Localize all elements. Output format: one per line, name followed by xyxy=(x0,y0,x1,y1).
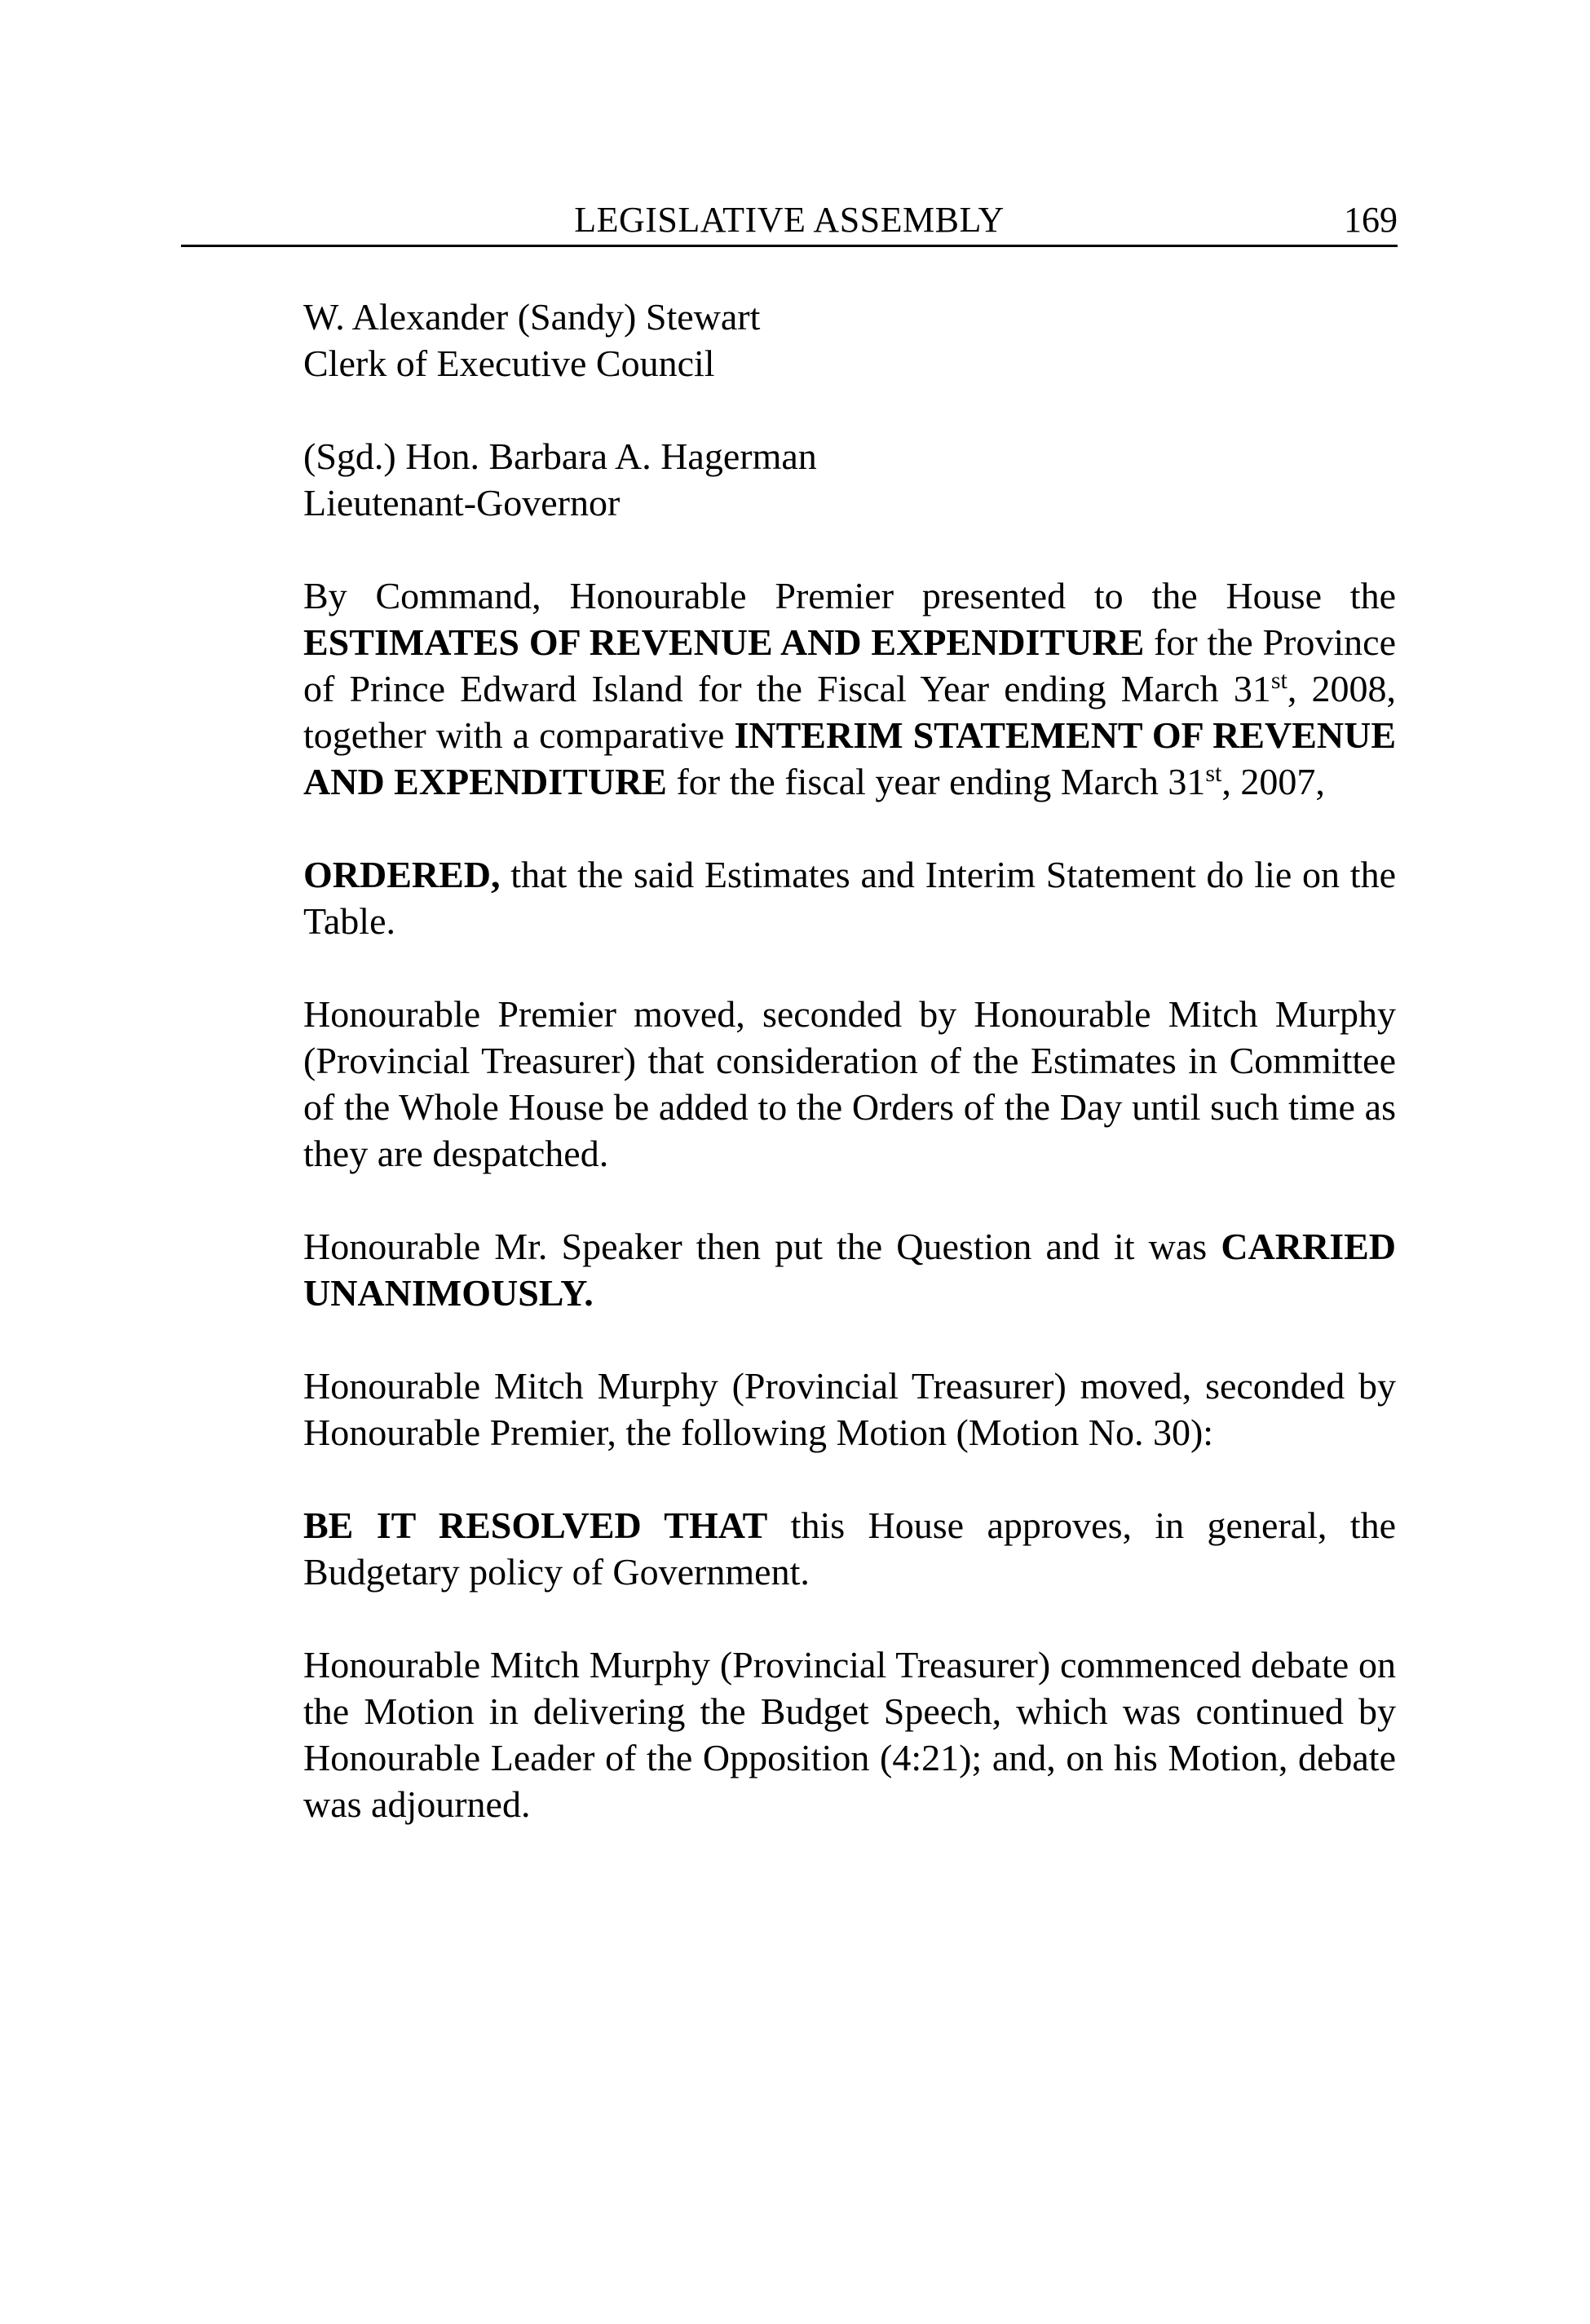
premier-motion-paragraph: Honourable Premier moved, seconded by Honourable Mitch Murphy (Provincial Treasurer) that consideration of the Estimates in Committee of the Whole House be added to the Orders of the Day until such time as they are despatched. xyxy=(303,993,1396,1174)
command-text-4: for the fiscal year ending March 31 xyxy=(666,761,1206,802)
resolution-text: this House approves, in general, the Budgetary policy of Government. xyxy=(303,1504,1397,1593)
interim-statement-heading: INTERIM STATEMENT OF REVENUE AND EXPENDITURE xyxy=(303,714,1396,802)
ordinal-suffix-2: st xyxy=(1205,760,1222,787)
treasurer-motion-paragraph: Honourable Mitch Murphy (Provincial Treasurer) moved, seconded by Honourable Premier, the following Motion (Motion No. 30): xyxy=(303,1365,1396,1453)
clerk-name: W. Alexander (Sandy) Stewart xyxy=(303,296,761,338)
body-text xyxy=(303,294,1396,1874)
resolution-label: BE IT RESOLVED THAT xyxy=(303,1504,768,1546)
clerk-title: Clerk of Executive Council xyxy=(303,342,715,384)
command-text-3: , 2008, together with a comparative xyxy=(303,668,1396,756)
ordered-paragraph xyxy=(303,851,1396,944)
ordinal-suffix-1: st xyxy=(1270,667,1287,694)
resolution-paragraph xyxy=(303,1502,1396,1595)
ordered-label: ORDERED, xyxy=(303,854,501,895)
command-text-1: By Command, Honourable Premier presented to the House the xyxy=(303,575,1396,616)
speaker-text: Honourable Mr. Speaker then put the Question and it was xyxy=(303,1226,1221,1267)
page-number: 169 xyxy=(1344,200,1398,240)
governor-title: Lieutenant-Governor xyxy=(303,482,621,524)
command-text-2: for the Province of Prince Edward Island for the Fiscal Year ending March 31 xyxy=(303,621,1396,709)
estimates-heading: ESTIMATES OF REVENUE AND EXPENDITURE xyxy=(303,621,1145,663)
carried-unanimously: CARRIED UNANIMOUSLY. xyxy=(303,1226,1396,1314)
command-paragraph xyxy=(303,572,1396,805)
command-text-5: , 2007, xyxy=(1221,761,1325,802)
ordered-text: that the said Estimates and Interim Statement do lie on the Table. xyxy=(303,854,1396,942)
running-header xyxy=(181,196,1398,247)
header-title: LEGISLATIVE ASSEMBLY xyxy=(574,200,1005,240)
governor-name: (Sgd.) Hon. Barbara A. Hagerman xyxy=(303,435,817,477)
debate-paragraph: Honourable Mitch Murphy (Provincial Treasurer) commenced debate on the Motion in delivering the Budget Speech, which was continued by Honourable Leader of the Opposition (4:21); and, on his Motion, debate was adjourned. xyxy=(303,1644,1396,1825)
speaker-paragraph xyxy=(303,1223,1396,1316)
